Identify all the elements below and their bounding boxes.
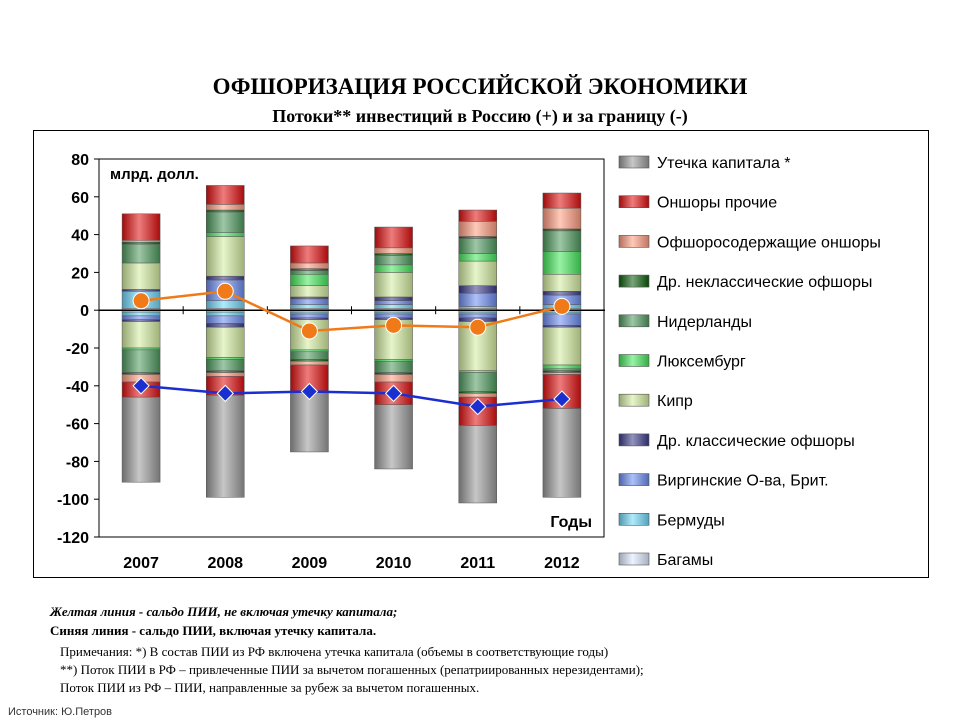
y-tick-label: -60 — [65, 416, 89, 434]
legend-swatch — [619, 156, 649, 168]
note-fdi-outflow: Поток ПИИ из РФ – ПИИ, направленные за рубеж за вычетом погашенных. — [60, 680, 480, 695]
bar-segment — [543, 373, 581, 375]
bar-segment — [290, 286, 328, 297]
bar-segment — [543, 371, 581, 373]
legend-swatch — [619, 235, 649, 247]
bar-segment — [122, 312, 160, 316]
bar-segment — [290, 312, 328, 314]
bar-segment — [375, 312, 413, 314]
legend-label: Др. неклассические офшоры — [657, 274, 873, 292]
bar-segment — [459, 238, 497, 253]
y-tick-label: 40 — [71, 227, 89, 245]
legend-label: Виргинские О-ва, Брит. — [657, 472, 829, 490]
bar-segment — [206, 204, 244, 210]
bar-segment — [375, 254, 413, 256]
bar-segment — [122, 348, 160, 350]
plot-area — [99, 159, 604, 537]
x-tick-label: 2009 — [291, 555, 328, 572]
bar-segment — [122, 214, 160, 240]
page-title: ОФШОРИЗАЦИЯ РОССИЙСКОЙ ЭКОНОМИКИ — [212, 74, 748, 99]
bar-segment — [122, 350, 160, 373]
bar-segment — [459, 391, 497, 393]
bar-segment — [206, 371, 244, 373]
bar-segment — [543, 231, 581, 252]
legend-swatch — [619, 196, 649, 208]
line-point — [554, 298, 570, 314]
bar-segment — [375, 227, 413, 248]
bar-segment — [543, 314, 581, 325]
offshore-investment-chart — [34, 131, 928, 577]
bar-segment — [543, 365, 581, 369]
bar-segment — [459, 373, 497, 392]
bar-segment — [206, 312, 244, 316]
bar-segment — [206, 212, 244, 233]
notes-block — [60, 643, 644, 697]
bar-segment — [459, 312, 497, 314]
legend-swatch — [619, 275, 649, 287]
line-point — [301, 323, 317, 339]
bar-segment — [375, 255, 413, 264]
line-point — [386, 317, 402, 333]
bar-segment — [206, 373, 244, 377]
bar-segment — [543, 408, 581, 497]
bar-segment — [375, 359, 413, 361]
bar-segment — [543, 229, 581, 231]
y-tick-label: 60 — [71, 189, 89, 207]
note-fdi-inflow: **) Поток ПИИ в РФ – привлеченные ПИИ за вычетом погашенных (репатриированных нерезидентами); — [60, 662, 644, 677]
bar-segment — [206, 359, 244, 370]
bar-segment — [206, 233, 244, 237]
bar-segment — [122, 242, 160, 244]
bar-segment — [290, 263, 328, 269]
x-tick-label: 2010 — [375, 555, 412, 572]
legend-label: Кипр — [657, 393, 693, 411]
blue-line-note: Синяя линия - сальдо ПИИ, включая утечку капитала. — [50, 623, 377, 638]
y-tick-label: -100 — [56, 492, 89, 510]
bar-segment — [122, 373, 160, 375]
bar-segment — [459, 425, 497, 502]
bar-segment — [459, 210, 497, 221]
bar-segment — [122, 244, 160, 263]
legend-swatch — [619, 474, 649, 486]
bar-segment — [459, 261, 497, 286]
legend-label: Офшоросодержащие оншоры — [657, 234, 881, 252]
bar-segment — [122, 322, 160, 348]
bar-segment — [459, 236, 497, 238]
bar-segment — [122, 316, 160, 320]
x-axis-label: Годы — [550, 514, 592, 531]
bar-segment — [543, 369, 581, 371]
bar-segment — [122, 397, 160, 482]
bar-segment — [543, 274, 581, 291]
bar-segment — [543, 252, 581, 275]
bar-segment — [459, 254, 497, 262]
bar-segment — [543, 327, 581, 365]
bar-segment — [375, 361, 413, 372]
page-subtitle: Потоки** инвестиций в Россию (+) и за границу (-) — [272, 106, 688, 126]
bar-segment — [290, 391, 328, 451]
bar-segment — [290, 269, 328, 271]
bar-segment — [290, 314, 328, 318]
bar-segment — [206, 210, 244, 212]
bar-segment — [206, 185, 244, 204]
x-tick-label: 2011 — [460, 555, 496, 572]
legend-label: Багамы — [657, 552, 714, 569]
bar-segment — [290, 350, 328, 352]
bar-segment — [122, 320, 160, 322]
legend-swatch — [619, 434, 649, 446]
bar-segment — [290, 246, 328, 263]
y-tick-label: 0 — [80, 303, 89, 321]
bar-segment — [459, 221, 497, 236]
bar-segment — [375, 248, 413, 254]
bar-segment — [375, 373, 413, 375]
bar-segment — [375, 374, 413, 382]
x-tick-label: 2007 — [123, 555, 159, 572]
bar-segment — [543, 291, 581, 295]
legend-label: Нидерланды — [657, 313, 752, 331]
y-tick-label: -20 — [65, 341, 89, 358]
bar-segment — [543, 208, 581, 229]
bar-segment — [290, 297, 328, 299]
bar-segment — [290, 361, 328, 365]
bar-segment — [543, 193, 581, 208]
legend-swatch — [619, 513, 649, 525]
x-tick-label: 2008 — [207, 555, 244, 572]
bar-segment — [290, 318, 328, 320]
line-point — [470, 319, 486, 335]
bar-segment — [375, 405, 413, 469]
bar-segment — [206, 395, 244, 497]
bar-segment — [459, 393, 497, 397]
bar-segment — [290, 299, 328, 305]
bar-segment — [122, 240, 160, 242]
line-point — [133, 293, 149, 309]
legend-swatch — [619, 355, 649, 367]
bar-segment — [290, 305, 328, 309]
y-tick-label: 80 — [71, 152, 89, 169]
bar-segment — [459, 314, 497, 318]
line-point — [217, 283, 233, 299]
bar-segment — [290, 352, 328, 360]
legend-swatch — [619, 394, 649, 406]
line-explanations — [50, 602, 397, 640]
bar-segment — [459, 306, 497, 308]
bar-segment — [290, 359, 328, 361]
x-tick-label: 2012 — [544, 555, 580, 572]
legend-label: Др. классические офшоры — [657, 432, 855, 450]
bar-segment — [122, 289, 160, 291]
bar-segment — [375, 265, 413, 273]
bar-segment — [206, 327, 244, 357]
bar-segment — [206, 236, 244, 276]
bar-segment — [459, 371, 497, 373]
y-tick-label: -40 — [65, 378, 89, 396]
legend-label: Бермуды — [657, 512, 725, 530]
bar-segment — [290, 271, 328, 275]
legend-label: Оншоры прочие — [657, 194, 778, 212]
source-label: Источник: Ю.Петров — [8, 706, 113, 718]
bar-segment — [122, 263, 160, 289]
bar-segment — [375, 297, 413, 301]
bar-segment — [206, 276, 244, 280]
y-tick-label: 20 — [71, 265, 89, 283]
legend-label: Люксембург — [657, 353, 746, 371]
note-capital-flight: Примечания: *) В состав ПИИ из РФ включена утечка капитала (объемы в соответствующие годы) — [60, 644, 609, 659]
bar-segment — [375, 272, 413, 297]
bar-segment — [206, 323, 244, 327]
bar-segment — [375, 305, 413, 309]
yellow-line-note: Желтая линия - сальдо ПИИ, не включая утечку капитала; — [50, 604, 398, 619]
bar-segment — [375, 301, 413, 305]
bar-segment — [459, 293, 497, 306]
y-tick-label: -80 — [65, 454, 89, 472]
bar-segment — [459, 286, 497, 294]
bar-segment — [543, 325, 581, 327]
y-tick-label: -120 — [56, 530, 89, 547]
legend-swatch — [619, 315, 649, 327]
legend-swatch — [619, 553, 649, 565]
chart-frame — [33, 130, 929, 578]
legend-label: Утечка капитала * — [657, 155, 791, 172]
y-axis-label: млрд. долл. — [110, 166, 199, 183]
bar-segment — [206, 357, 244, 359]
bar-segment — [206, 316, 244, 324]
bar-segment — [290, 274, 328, 285]
bar-segment — [206, 301, 244, 309]
